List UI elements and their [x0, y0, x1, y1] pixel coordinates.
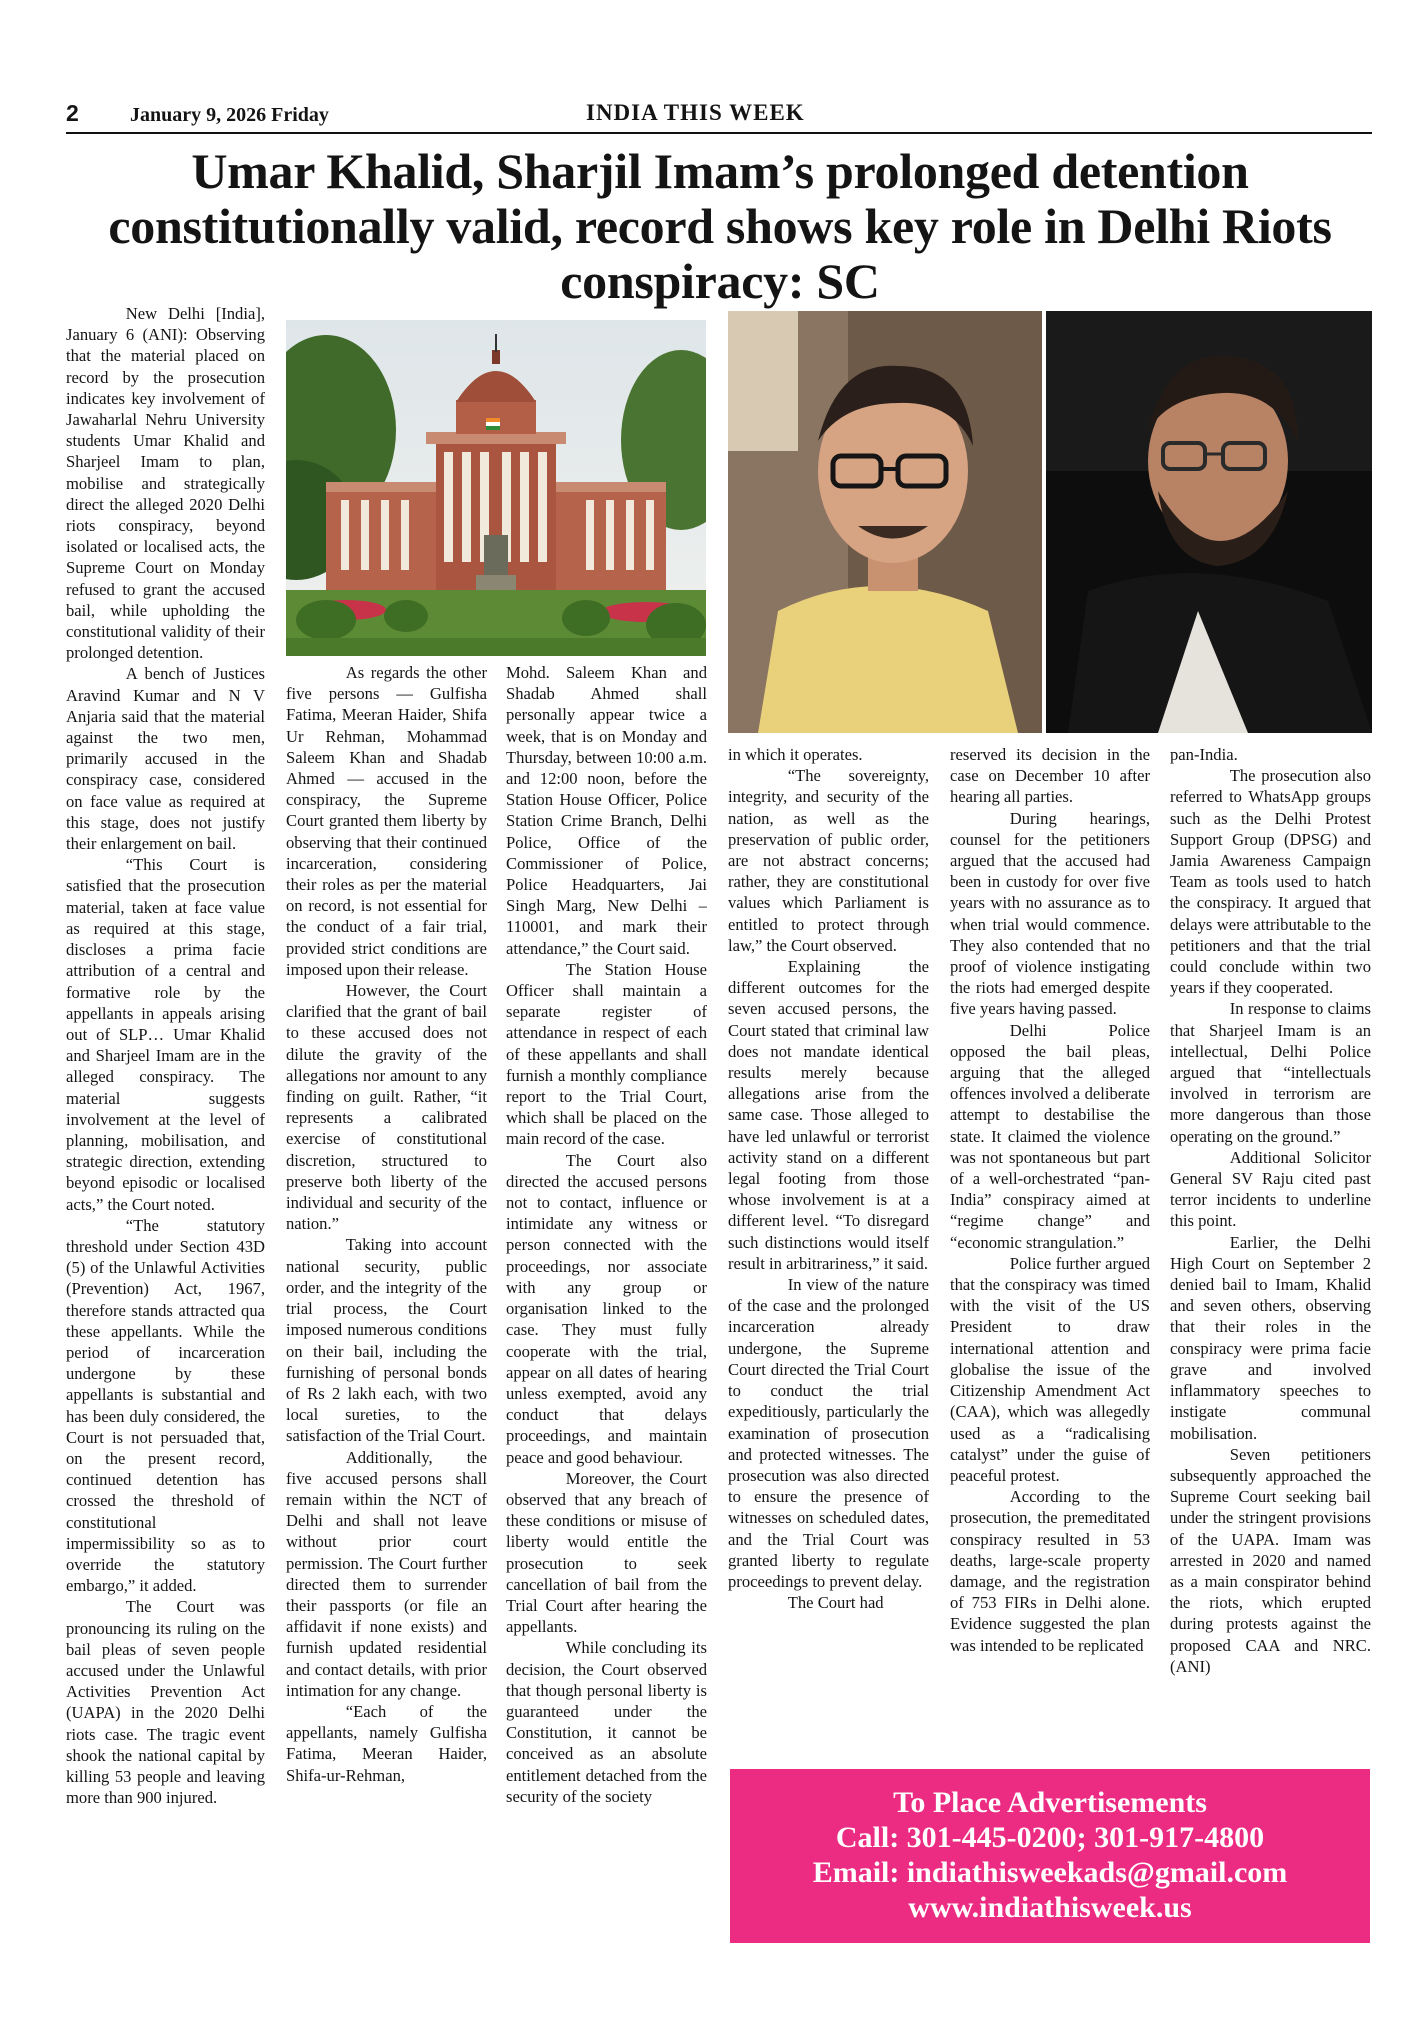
- paragraph: Earlier, the Delhi High Court on September 2 denied bail to Imam, Khalid and seven others, observing that their roles in the conspiracy were prima facie grave and involved inflammatory speeches to instigate communal mobilisation.: [1170, 1232, 1371, 1443]
- accused-photo: [728, 311, 1372, 733]
- paragraph: Explaining the different outcomes for the seven accused persons, the Court stated that criminal law does not mandate identical results merely because allegations arise from the same case. Those alleged to have led unlawful or terrorist activity stand on a different legal footing from those whose involvement is at a different level. “To disregard such distinctions would itself result in arbitrariness,” it said.: [728, 957, 929, 1273]
- ad-phone: Call: 301-445-0200; 301-917-4800: [835, 1821, 1265, 1854]
- paragraph: pan-India.: [1170, 745, 1238, 764]
- supreme-court-illustration: [286, 320, 706, 656]
- paragraph: The Court also directed the accused persons not to contact, influence or intimidate any witness or person connected with the proceedings, nor associate with any group or organisation linked to the case. They must fully cooperate with the trial, appear on all dates of hearing unless exempted, avoid any conduct that delays proceedings, and maintain peace and good behaviour.: [506, 1150, 707, 1467]
- paragraph: “Each of the appellants, namely Gulfisha Fatima, Meeran Haider, Shifa-ur-Rehman,: [286, 1701, 487, 1785]
- ad-email: Email: indiathisweekads@gmail.com: [812, 1856, 1288, 1889]
- paragraph: The Court was pronouncing its ruling on the bail pleas of seven people accused under the Unlawful Activities Prevention Act (UAPA) in the 2020 Delhi riots case. The tragic event shook the national capital by killing 53 people and leaving more than 900 injured.: [66, 1597, 265, 1808]
- ad-heading: To Place Advertisements: [893, 1786, 1207, 1819]
- accused-portraits-illustration: [728, 311, 1372, 733]
- paragraph: According to the prosecution, the premeditated conspiracy resulted in 53 deaths, large-scale property damage, and the registration of 753 FIRs in Delhi alone. Evidence suggested the plan was intended to be replicated: [950, 1487, 1150, 1655]
- paragraph: A bench of Justices Aravind Kumar and N V Anjaria said that the material against the two men, primarily accused in the conspiracy case, considered on face value as required at this stage, does not justify their enlargement on bail.: [66, 664, 265, 854]
- paragraph: Additional Solicitor General SV Raju cited past terror incidents to underline this point.: [1170, 1147, 1371, 1231]
- article-column-3: [506, 662, 707, 1934]
- paragraph: “This Court is satisfied that the prosecution material, taken at face value as required at this stage, discloses a prima facie attribution of a central and formative role by the appellants in appeals arising out of SLP… Umar Khalid and Sharjeel Imam are in the alleged conspiracy. The material suggests involvement at the level of planning, mobilisation, and strategic direction, extending beyond episodic or localised acts,” the Court noted.: [66, 855, 265, 1214]
- article-headline: Umar Khalid, Sharjil Imam’s prolonged detention constitutionally valid, record shows key role in Delhi Riots conspiracy: SC: [108, 143, 1332, 309]
- article-column-5: [950, 744, 1150, 1760]
- paragraph: As regards the other five persons — Gulfisha Fatima, Meeran Haider, Shifa Ur Rehman, Mohammad Saleem Khan and Shadab Ahmed — accused in the conspiracy, the Supreme Court granted them liberty by observing that their continued incarceration, considering their roles as per the material on record, is not essential for the conduct of a fair trial, provided strict conditions are imposed upon their release.: [286, 663, 487, 979]
- paragraph: “The statutory threshold under Section 43D (5) of the Unlawful Activities (Prevention) Act, 1967, therefore stands attracted qua these appellants. While the period of incarceration undergone by these appellants is substantial and has been duly considered, the Court is not persuaded that, on the present record, continued detention has crossed the threshold of constitutional impermissibility so as to override the statutory embargo,” it added.: [66, 1215, 265, 1596]
- paragraph: During hearings, counsel for the petitioners argued that the accused had been in custody for over five years with no assurance as to when trial would commence. They also contended that no proof of violence instigating the riots had emerged despite five years having passed.: [950, 808, 1150, 1019]
- paragraph: “The sovereignty, integrity, and security of the nation, as well as the preservation of public order, are not abstract concerns; rather, they are constitutional values which Parliament is entitled to protect through law,” the Court observed.: [728, 766, 929, 955]
- paragraph: The Court had: [787, 1593, 884, 1613]
- paragraph: The prosecution also referred to WhatsApp groups such as the Delhi Protest Support Group (DPSG) and Jamia Awareness Campaign Team as tools used to hatch the conspiracy. It argued that delays were attributable to the petitioners and that the trial could conclude within two years if they cooperated.: [1170, 766, 1371, 998]
- article-column-2: [286, 662, 487, 1934]
- header-rule: [66, 132, 1372, 134]
- paragraph: Moreover, the Court observed that any breach of these conditions or misuse of liberty would entitle the prosecution to seek cancellation of bail from the Trial Court after hearing the appellants.: [506, 1468, 707, 1637]
- paragraph: Taking into account national security, public order, and the integrity of the trial process, the Court imposed numerous conditions on their bail, including the furnishing of personal bonds of Rs 2 lakh each, with two local sureties, to the satisfaction of the Trial Court.: [286, 1235, 487, 1446]
- supreme-court-photo: [286, 320, 706, 656]
- paragraph: The Station House Officer shall maintain a separate register of attendance in respect of each of these appellants and shall furnish a monthly compliance report to the Trial Court, which shall be placed on the main record of the case.: [506, 959, 707, 1149]
- article-column-4: [728, 744, 929, 1760]
- paragraph: Police further argued that the conspiracy was timed with the visit of the US President to draw international attention and globalise the issue of the Citizenship Amendment Act (CAA), which was allegedly used as a “radicalising catalyst” under the guise of peaceful protest.: [950, 1253, 1150, 1485]
- issue-date: January 9, 2026 Friday: [130, 104, 329, 126]
- page-header: [66, 100, 1372, 134]
- article-column-1: [66, 303, 265, 1933]
- paragraph: In response to claims that Sharjeel Imam is an intellectual, Delhi Police argued that “intellectuals involved in terrorism are more dangerous than those operating on the ground.”: [1170, 999, 1371, 1146]
- article-column-6: [1170, 744, 1371, 1760]
- paragraph: reserved its decision in the case on December 10 after hearing all parties.: [950, 745, 1150, 807]
- paragraph: in which it operates.: [728, 745, 863, 764]
- paragraph: New Delhi [India], January 6 (ANI): Observing that the material placed on record by the prosecution indicates key involvement of Jawaharlal Nehru University students Umar Khalid and Sharjeel Imam to plan, mobilise and strategically direct the alleged 2020 Delhi riots conspiracy, beyond isolated or localised acts, the Supreme Court on Monday refused to grant the accused bail, while upholding the constitutional validity of their prolonged detention.: [66, 304, 265, 663]
- paragraph: While concluding its decision, the Court observed that though personal liberty is guaranteed under the Constitution, it cannot be conceived as an absolute entitlement detached from the security of the society: [506, 1638, 707, 1806]
- paragraph: Mohd. Saleem Khan and Shadab Ahmed shall personally appear twice a week, that is on Monday and Thursday, between 10:00 a.m. and 12:00 noon, before the Station House Officer, Police Station Crime Branch, Delhi Police, Office of the Commissioner of Police, Police Headquarters, Jai Singh Marg, New Delhi – 110001, and mark their attendance,” the Court said.: [506, 663, 707, 958]
- page-number: 2: [66, 100, 79, 126]
- paragraph: Seven petitioners subsequently approached the Supreme Court seeking bail under the stringent provisions of the UAPA. Imam was arrested in 2020 and named as a main conspirator behind the riots, which erupted during protests against the proposed CAA and NRC. (ANI): [1170, 1444, 1371, 1676]
- paragraph: Additionally, the five accused persons shall remain within the NCT of Delhi and shall not leave without prior court permission. The Court further directed them to surrender their passports (or file an affidavit if none exists) and furnish updated residential and contact details, with prior intimation for any change.: [286, 1447, 487, 1700]
- paragraph: Delhi Police opposed the bail pleas, arguing that the alleged offences involved a deliberate attempt to destabilise the state. It claimed the violence was not spontaneous but part of a well-orchestrated “pan-India” conspiracy aimed at “regime change” and “economic strangulation.”: [950, 1020, 1150, 1252]
- paragraph: However, the Court clarified that the grant of bail to these accused does not dilute the gravity of the allegations nor amount to any finding on guilt. Rather, “it represents a calibrated exercise of constitutional discretion, structured to preserve both liberty of the individual and security of the nation.”: [286, 981, 487, 1234]
- ad-website: www.indiathisweek.us: [908, 1891, 1192, 1924]
- paragraph: In view of the nature of the case and the prolonged incarceration already undergone, the Supreme Court directed the Trial Court to conduct the trial expeditiously, particularly the examination of prosecution and protected witnesses. The prosecution was also directed to ensure the presence of witnesses on scheduled dates, and the Trial Court was granted liberty to regulate proceedings to prevent delay.: [728, 1275, 929, 1591]
- advertisement-box: [730, 1769, 1370, 1943]
- masthead: INDIA THIS WEEK: [586, 100, 805, 125]
